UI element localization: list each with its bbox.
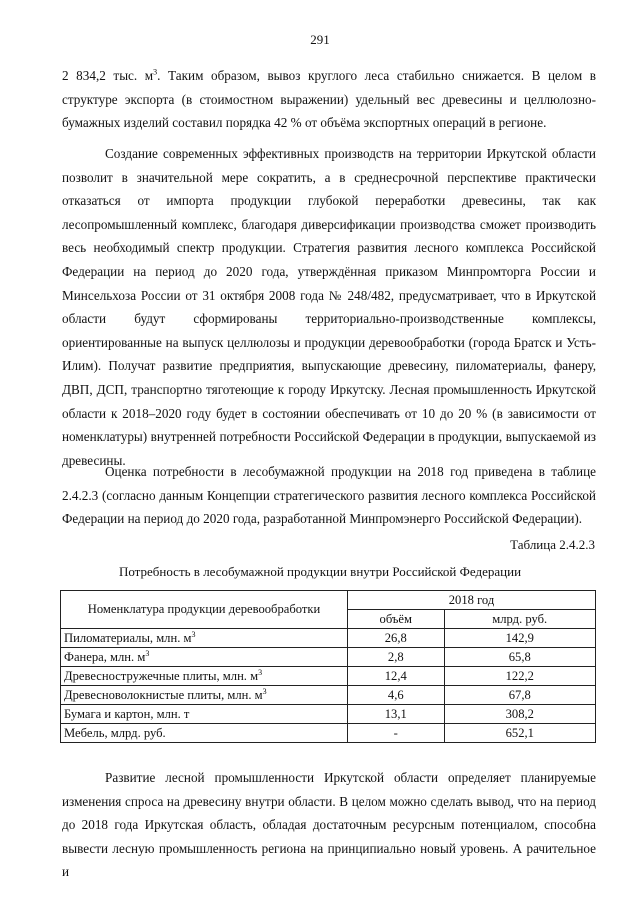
row-volume: 26,8	[348, 629, 445, 648]
table-row	[61, 686, 596, 705]
paragraph-export-text-start: 2 834,2 тыс. м	[62, 68, 154, 83]
row-volume: 2,8	[348, 648, 445, 667]
page-number: 291	[310, 32, 330, 47]
row-value: 142,9	[444, 629, 595, 648]
header-value: млрд. руб.	[444, 610, 595, 629]
paragraph-export-summary	[62, 64, 596, 135]
table-row	[61, 724, 596, 743]
row-volume: 4,6	[348, 686, 445, 705]
demand-table	[60, 590, 596, 743]
row-volume: -	[348, 724, 445, 743]
table-title: Потребность в лесобумажной продукции внутри Российской Федерации	[118, 564, 522, 579]
header-volume: объём	[348, 610, 445, 629]
row-value: 67,8	[444, 686, 595, 705]
row-volume: 13,1	[348, 705, 445, 724]
paragraph-modern-production	[62, 142, 596, 472]
cubic-superscript: 3	[153, 67, 158, 77]
row-value: 652,1	[444, 724, 595, 743]
table-row	[61, 648, 596, 667]
table-row	[61, 705, 596, 724]
row-volume: 12,4	[348, 667, 445, 686]
paragraph-demand-estimate	[62, 460, 596, 531]
table-row	[61, 629, 596, 648]
table-header-row	[61, 591, 596, 610]
row-value: 122,2	[444, 667, 595, 686]
row-value: 308,2	[444, 705, 595, 724]
row-name: Древесноволокнистые плиты, млн. $м^3$	[61, 686, 348, 705]
header-nomenclature: Номенклатура продукции деревообработки	[61, 591, 348, 629]
row-name: Мебель, млрд. руб.	[61, 724, 348, 743]
row-name: Древесностружечные плиты, млн. $м^3$	[61, 667, 348, 686]
paragraph-demand-estimate-text: Оценка потребности в лесобумажной продукции на 2018 год приведена в таблице 2.4.2.3 (согласно данным Концепции стратегического развития лесного комплекса Российской Федерации на период до 2020 года, разработанной Минпромэнерго Российской Федерации).	[62, 464, 596, 527]
row-name: Бумага и картон, млн. т	[61, 705, 348, 724]
paragraph-forest-industry	[62, 766, 596, 884]
paragraph-modern-production-text: Создание современных эффективных производств на территории Иркутской области позволит в значительной мере сократить, а в среднесрочной перспективе практически отказаться от импорта продукции глубокой переработки древесины, так как лесопромышленный комплекс, благодаря диверсификации производства сможет производить весь необходимый спектр продукции. Стратегия развития лесного комплекса Российской Федерации на период до 2020 года, утверждённая приказом Минпромторга России и Минсельхоза России от 31 октября 2008 года № 248/482, предусматривает, что в Иркутской области будут сформированы территориально-производственные комплексы, ориентированные на выпуск целлюлозы и продукции деревообработки (города Братск и Усть-Илим). Получат развитие предприятия, выпускающие древесину, пиломатериалы, фанеру, ДВП, ДСП, транспортно тяготеющие к городу Иркутску. Лесная промышленность Иркутской области к 2018–2020 году будет в состоянии обеспечивать от 10 до 20 % (в зависимости от номенклатуры) внутренней потребности Российской Федерации в продукции, выпускаемой из древесины.	[62, 146, 596, 468]
row-name: Фанера, млн. $м^3$	[61, 648, 348, 667]
paragraph-forest-industry-text: Развитие лесной промышленности Иркутской области определяет планируемые изменения спроса на древесину внутри области. В целом можно сделать вывод, что на период до 2018 года Иркутская область, обладая достаточным ресурсным потенциалом, способна вывести лесную промышленность региона на принципиально новый уровень. А рачительное и	[62, 770, 596, 880]
table-label: Таблица 2.4.2.3	[510, 537, 595, 552]
paragraph-export-text-end: . Таким образом, вывоз круглого леса стабильно снижается. В целом в структуре экспорта (в стоимостном выражении) удельный вес древесины и целлюлозно-бумажных изделий составил порядка 42 % от объёма экспортных операций в регионе.	[62, 68, 596, 131]
row-value: 65,8	[444, 648, 595, 667]
header-year: 2018 год	[348, 591, 596, 610]
row-name: Пиломатериалы, млн. $м^3$	[61, 629, 348, 648]
table-row	[61, 667, 596, 686]
